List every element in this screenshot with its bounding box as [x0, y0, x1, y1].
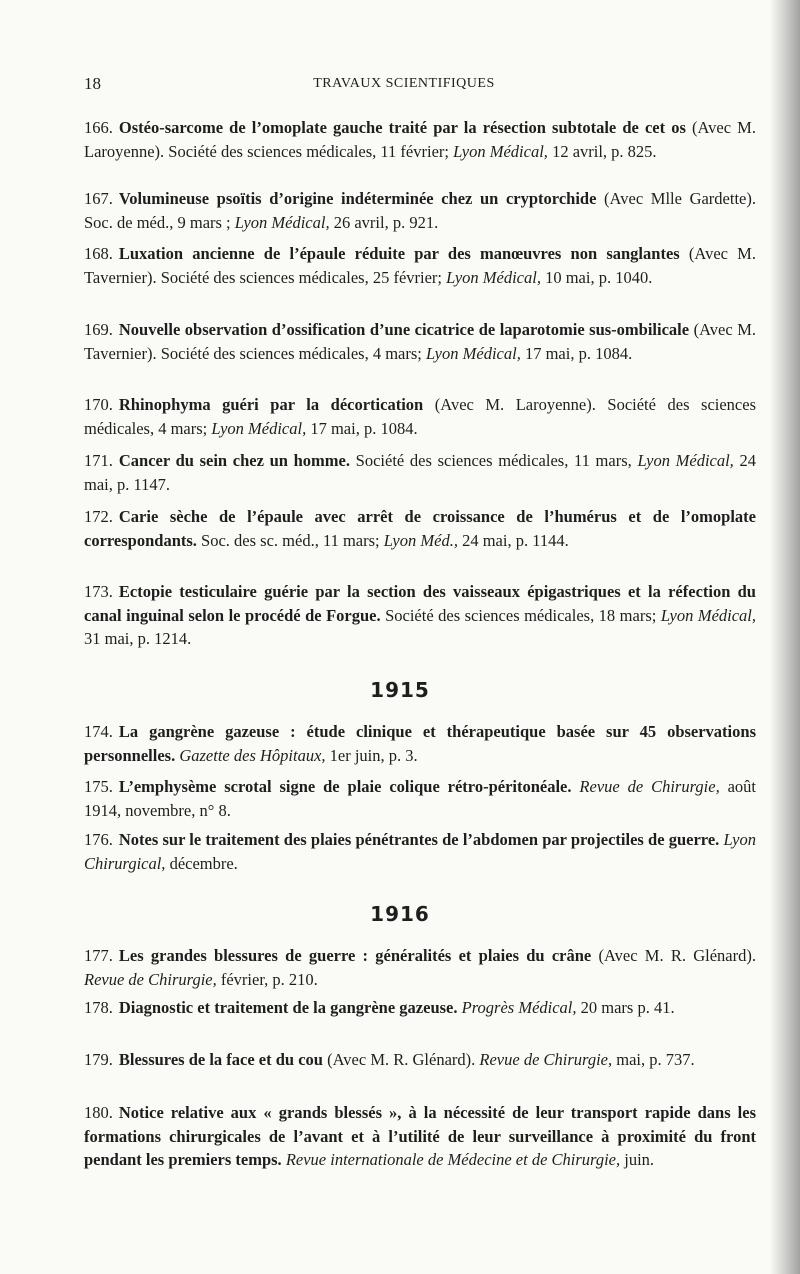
entry-journal: Revue de Chirurgie, [84, 969, 217, 989]
entry-journal: Revue de Chirurgie, [479, 1050, 613, 1069]
entry-number: 180. [84, 1103, 113, 1122]
entry-title: L’emphysème scrotal signe de plaie colique rétro-péritonéale. [118, 777, 572, 796]
running-title: TRAVAUX SCIENTIFIQUES [313, 76, 495, 91]
entry-journal: Lyon Médical, [660, 605, 757, 625]
entry-title: La gangrène gazeuse : étude clinique et thérapeutique basée sur 45 observations personnelles. [84, 722, 756, 765]
entry-details: (Avec Mlle Gardette). Soc. de méd., 9 mars ; [84, 189, 756, 232]
entry-title: Nouvelle observation d’ossification d’une cicatrice de laparotomie sus-ombilicale [118, 320, 690, 339]
entry-number: 175. [84, 777, 113, 796]
list-item [84, 580, 756, 651]
entry-date: 24 mai, p. 1147. [84, 451, 756, 494]
entry-title: Luxation ancienne de l’épaule réduite par des manœuvres non sanglantes [118, 244, 680, 263]
list-item [84, 775, 756, 822]
list-item [84, 1048, 756, 1072]
entry-title: Diagnostic et traitement de la gangrène gazeuse. [118, 998, 458, 1017]
entry-date: 20 mars p. 41. [576, 998, 675, 1017]
entry-number: 170. [84, 395, 113, 414]
list-item [84, 720, 756, 767]
entry-number: 169. [84, 320, 113, 339]
list-item [84, 1101, 756, 1172]
list-item [84, 996, 756, 1020]
entry-date: juin. [620, 1150, 655, 1169]
list-item [84, 828, 756, 875]
entry-title: Rhinophyma guéri par la décortication [118, 395, 424, 414]
entry-title: Ostéo-sarcome de l’omoplate gauche traité par la résection subtotale de cet os [118, 118, 686, 137]
entry-journal: Lyon Médical, [453, 141, 548, 161]
entry-date: mai, p. 737. [612, 1050, 695, 1069]
entry-details: Société des sciences médicales, 18 mars; [380, 605, 661, 625]
page-header [84, 74, 724, 96]
entry-number: 166. [84, 118, 113, 137]
entry-number: 179. [84, 1050, 113, 1069]
entry-title: Cancer du sein chez un homme. [118, 451, 350, 470]
entry-journal: Lyon Médical, [211, 418, 307, 438]
entry-details: (Avec M. Tavernier). Société des sciences médicales, 4 mars; [84, 320, 756, 363]
entry-journal: Lyon Médical, [446, 267, 541, 287]
list-item [84, 318, 756, 365]
year-heading-1915: 1915 [370, 678, 430, 702]
entry-number: 177. [84, 946, 113, 965]
list-item [84, 449, 756, 496]
entry-details: Soc. des sc. méd., 11 mars; [196, 530, 384, 550]
entry-date: 17 mai, p. 1084. [306, 418, 418, 438]
entry-details: (Avec M. R. Glénard). [591, 946, 756, 965]
entry-number: 168. [84, 244, 113, 263]
entry-details: Société des sciences médicales, 11 mars, [350, 451, 638, 470]
entry-journal: Lyon Médical, [234, 212, 330, 232]
entry-number: 178. [84, 998, 113, 1017]
entry-date: 24 mai, p. 1144. [457, 530, 569, 550]
entry-details: (Avec M. Laroyenne). Société des sciences médicales, 4 mars; [84, 395, 756, 438]
entry-number: 167. [84, 189, 113, 208]
entry-journal: Revue internationale de Médecine et de Chirurgie, [285, 1150, 621, 1169]
entry-title: Notes sur le traitement des plaies pénétrantes de l’abdomen par projectiles de guerre. [118, 830, 720, 849]
entry-journal: Lyon Chirurgical, [84, 830, 756, 873]
entry-journal: Revue de Chirurgie, [579, 777, 720, 796]
entry-journal: Progrès Médical, [461, 998, 577, 1017]
entry-date: 10 mai, p. 1040. [540, 267, 653, 287]
list-item [84, 944, 756, 991]
year-heading-1916: 1916 [370, 902, 430, 926]
entry-date: 31 mai, p. 1214. [84, 629, 192, 648]
entry-details: (Avec M. Laroyenne). Société des sciences médicales, 11 février; [84, 118, 756, 161]
entry-date: août 1914, novembre, n° 8. [84, 777, 757, 820]
entry-title: Ectopie testiculaire guérie par la section des vaisseaux épigastriques et la réfection du canal inguinal selon le procédé de Forgue. [84, 582, 756, 625]
entry-number: 176. [84, 830, 113, 849]
entry-journal: Lyon Médical, [426, 343, 521, 363]
entry-number: 174. [84, 722, 113, 741]
entry-date: 17 mai, p. 1084. [520, 343, 633, 363]
list-item [84, 116, 756, 163]
entry-journal: Lyon Méd., [383, 530, 458, 550]
entry-number: 173. [84, 582, 113, 601]
entry-date: février, p. 210. [216, 969, 318, 989]
entry-title: Notice relative aux « grands blessés », à la nécessité de leur transport rapide dans les formations chirurgicales de l’avant et à l’utilité de leur surveillance à proximité du front pendant les premiers temps. [84, 1103, 756, 1169]
entry-journal: Lyon Médical, [637, 451, 734, 470]
list-item [84, 393, 756, 440]
list-item [84, 505, 756, 552]
entry-date: 26 avril, p. 921. [329, 212, 439, 232]
list-item [84, 187, 756, 234]
page-number: 18 [84, 74, 101, 93]
entry-date: 12 avril, p. 825. [547, 141, 657, 161]
page-edge-shadow [770, 0, 800, 1274]
entry-details: (Avec M. R. Glénard). [322, 1050, 480, 1069]
entry-title: Carie sèche de l’épaule avec arrêt de croissance de l’humérus et de l’omoplate correspondants. [84, 507, 756, 550]
entry-number: 172. [84, 507, 113, 526]
entry-date: 1er juin, p. 3. [325, 745, 418, 765]
entry-title: Volumineuse psoïtis d’origine indéterminée chez un cryptorchide [118, 189, 597, 208]
entry-title: Blessures de la face et du cou [118, 1050, 323, 1069]
entry-journal: Gazette des Hôpitaux, [179, 745, 326, 765]
entry-number: 171. [84, 451, 113, 470]
entry-details: (Avec M. Tavernier). Société des sciences médicales, 25 février; [84, 244, 756, 287]
list-item [84, 242, 756, 289]
entry-date: décembre. [165, 853, 238, 873]
entry-title: Les grandes blessures de guerre : généralités et plaies du crâne [118, 946, 592, 965]
